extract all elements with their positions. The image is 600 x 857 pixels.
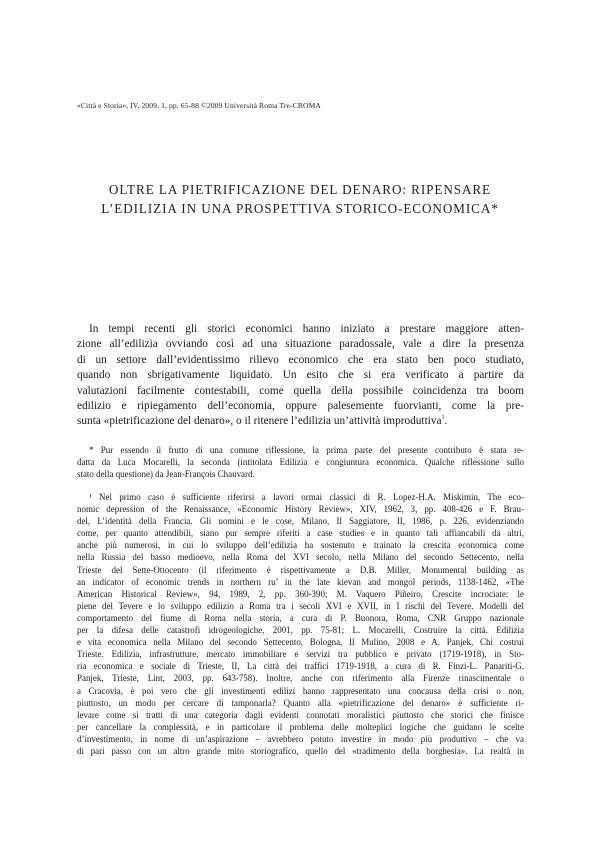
footnote-ref-1[interactable]: 1 (441, 415, 445, 422)
footnote-line: d’investimento, in nome di un’aspirazione – avrebbero potuto investire in modo più produttivo – che va (77, 733, 524, 744)
body-line: edilizio e ripiegamento dell’economia, oppure palesemente fuorvianti, come la pre- (77, 400, 524, 413)
footnote-star (77, 444, 524, 480)
footnote-line: del, L’identità della Francia. Gli uomini e le cose, Milano, Il Saggiatore, II, 1986, p. 226, evidenziando (77, 516, 524, 527)
body-line: In tempi recenti gli storici economici hanno iniziato a prestare maggiore atten- (89, 323, 524, 335)
footnote-line: datta da Luca Mocarelli, la seconda (intitolata Edilizia e congiuntura economica. Qualche riflessione sullo (77, 457, 524, 468)
footnote-line: come, per quanto attendibili, siano pur sempre riferiti a case studies e in quanto tali affiancabili da altri, (77, 528, 524, 539)
footnote-line: nomic depression of the Renaissance, «Economic History Review», XIV, 1962, 3, pp. 408-426 e F. Brau- (77, 504, 524, 515)
journal-citation-header: «Città e Storia», IV, 2009, 1, pp. 65-88 ©2009 Università Roma Tre-CROMA (77, 101, 322, 110)
footnote-line: piene del Tevere e lo sviluppo edilizio a Roma tra i secoli XVI e XVII, in I rischi del Tevere. Modelli del (77, 600, 524, 611)
body-line: zione all’edilizia ovviando così ad una situazione paradossale, vale a dire la presenza (77, 338, 524, 351)
footnote-line: piuttosto, un modo per cercare di tamponarla? Quanto alla «pietrificazione del denaro» è sufficiente ri- (77, 697, 524, 708)
body-line: quando non sbrigativamente liquidato. Un esito che si era verificato a partire da (77, 369, 524, 382)
body-paragraph (77, 322, 524, 430)
footnote-line: levare come si tratti di una categoria dagli evidenti connotati moralistici piuttosto che storici che finisce (77, 709, 524, 720)
footnote-line: comportamento del fiume di Roma nella storia, a cura di P. Buonora, Roma, CNR Gruppo nazionale (77, 612, 524, 623)
body-line: di un settore dall’evidentissimo rilievo economico che era stato ben poco studiato, (77, 353, 524, 366)
footnote-line: ¹ Nel primo caso è sufficiente riferirsi a lavori ormai classici di R. Lopez-H.A. Miskimin, The eco- (89, 492, 524, 502)
footnote-line: per la difesa delle catastrofi idrogeologiche, 2001, pp. 75-81; L. Mocarelli, Costruire la città. Edilizia (77, 625, 524, 636)
footnote-line: American Historical Review», 94, 1989, 2, pp. 360-390; M. Vaquero Piñeiro, Crescite incrociate: le (77, 588, 524, 599)
footnote-line: * Pur essendo il frutto di una comune riflessione, la prima parte del presente contributo è stata re- (89, 445, 524, 455)
footnote-line: Trieste. Edilizia, infrastrutture, mercato immobiliare e servizi tra pubblico e privato (1719-1918), in Sto- (77, 649, 524, 660)
footnote-line: per cancellare la complessità, e in particolare il problema delle molteplici logiche che guidano le scelte (77, 721, 524, 732)
footnote-line: anche più numerosi, in cui lo sviluppo dell’edilizia ha sostenuto e trainato la crescita economica come (77, 540, 524, 551)
footnote-line: a Cracovia, è poi vero che gli investimenti edilizi hanno rappresentato una concausa della crisi o non, (77, 685, 524, 696)
body-line: valutazioni facilmente contestabili, come quella della possibile coincidenza tra boom (77, 384, 524, 397)
footnote-line: stato della questione) da Jean-François Chauvard. (77, 469, 255, 480)
footnote-line: nella Russia del basso medioevo, nella Roma del XVI secolo, nella Milano del secondo Settecento, nella (77, 552, 524, 563)
footnote-line: e vita economica nella Milano del secondo Settecento, Bologna, Il Mulino, 2008 e A. Panjek, Chi costruì (77, 637, 524, 648)
body-line: sunta «pietrificazione del denaro», o il ritenere l’edilizia un’attività improduttiva (77, 415, 442, 428)
article-title-line-1: OLTRE LA PIETRIFICAZIONE DEL DENARO: RIPENSARE (108, 182, 492, 197)
footnote-line: di pari passo con un altro grande mito storiografico, quello del «tradimento della borghesia». La realtà in (77, 745, 524, 756)
article-title (40, 180, 560, 218)
footnote-line: ria economica e sociale di Trieste, II, La città dei traffici 1719-1918, a cura di R. Finzi-L. Panariti-G. (77, 661, 524, 672)
body-last-line (77, 414, 524, 429)
footnote-line: an indicator of economic trends in northern ru’ in the late kievan and mongol periods, 1138-1462, «The (77, 576, 524, 587)
body-end-punct: . (444, 415, 448, 428)
footnote-line: Panjek, Trieste, Lint, 2003, pp. 643-758). Inoltre, anche con riferimento alla Firenze rinascimentale o (77, 673, 524, 684)
article-title-line-2: L’EDILIZIA IN UNA PROSPETTIVA STORICO-ECONOMICA* (101, 201, 499, 216)
footnote-1 (77, 491, 524, 757)
footnote-line: Trieste del Sette-Ottocento (il riferimento è rispettivamente a D.B. Miller, Monumental building as (77, 564, 524, 575)
